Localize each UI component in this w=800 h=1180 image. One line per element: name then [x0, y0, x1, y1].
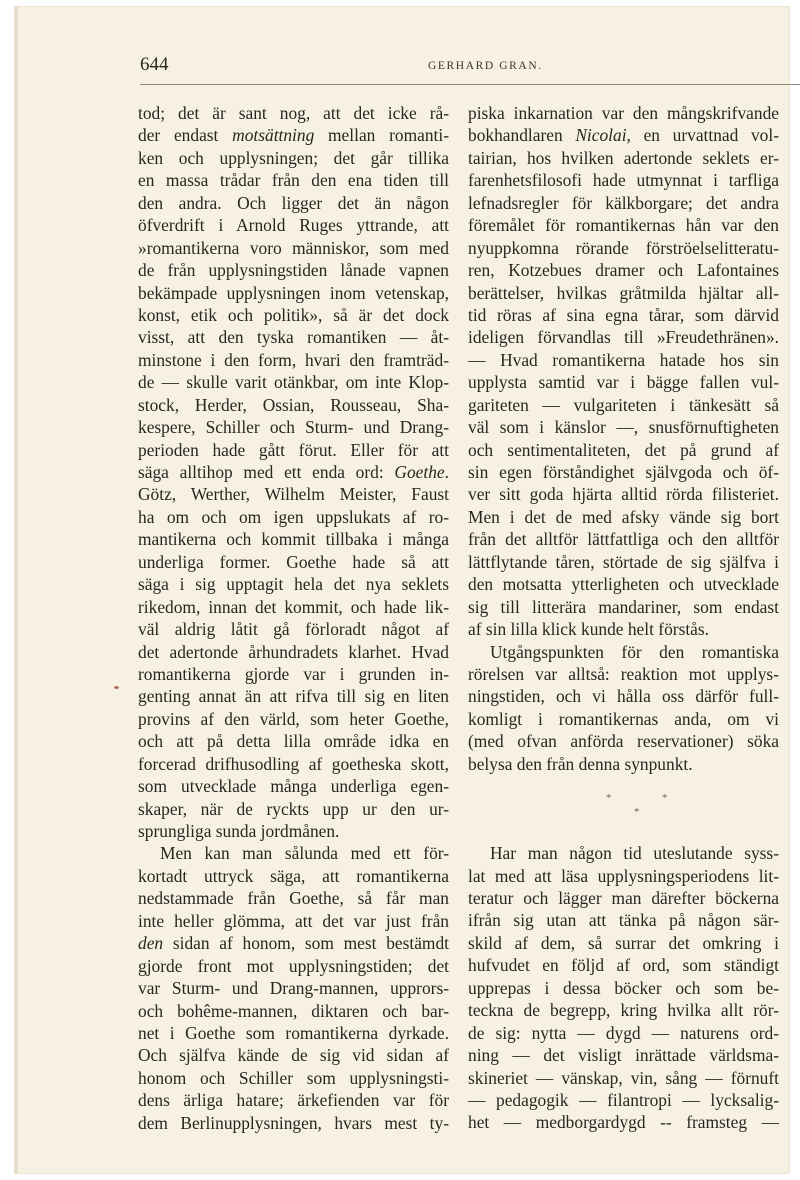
text-run: konst, etik och politik», så är det dock [138, 304, 449, 325]
text-run: det adertonde århundradets klarhet. Hvad [138, 641, 449, 662]
text-run: belysa den från denna synpunkt. [468, 753, 693, 774]
text-line [138, 618, 449, 640]
left-text-column [138, 102, 449, 1134]
text-line [468, 304, 779, 326]
text-run: och bohême-mannen, diktaren och bar- [138, 1000, 449, 1021]
text-line [468, 753, 779, 775]
text-run: farenhetsfilosofi hade utmynnat i tarfliga [468, 170, 779, 191]
text-line [138, 169, 449, 191]
text-line [468, 147, 779, 169]
text-run: berättelser, hvilkas gråtmilda hjältar all- [468, 282, 779, 303]
text-line [138, 349, 449, 371]
text-run: ken och upplysningen; det går tillika [138, 147, 449, 168]
text-line [468, 663, 779, 685]
text-run: från det alltför lättfattliga och den alltför [468, 529, 779, 550]
text-line [468, 685, 779, 707]
right-text-column [468, 102, 779, 1134]
text-run: minstone i den form, hvari den framträd- [138, 349, 449, 370]
text-run: upprepas i dessa böcker och som be- [468, 977, 779, 998]
text-run: Utgångspunkten för den romantiska [490, 641, 779, 662]
text-line [468, 596, 779, 618]
text-line [468, 259, 779, 281]
text-line [138, 708, 449, 730]
text-run: sidan af honom, som mest bestämdt [163, 933, 449, 954]
ink-speck [114, 686, 119, 689]
text-run: tid röras af sina egna tårar, som därvid [468, 304, 779, 325]
text-run: nyuppkomna rörande förströelselitteratu- [468, 237, 779, 258]
text-line [468, 1067, 779, 1089]
text-line [138, 641, 449, 663]
header-rule [140, 84, 800, 85]
text-line [468, 842, 779, 864]
text-run: rikedom, innan det kommit, och hade lik- [138, 596, 449, 617]
text-line [468, 730, 779, 752]
text-line [468, 371, 779, 393]
text-run: lättflytande tåren, störtade de sig själfva i [468, 551, 779, 572]
text-line [468, 461, 779, 483]
text-run: provins af den värld, som heter Goethe, [138, 708, 449, 729]
running-head [140, 54, 800, 88]
text-line [138, 910, 449, 932]
text-run: skineriet — vänskap, vin, sång — förnuft [468, 1067, 779, 1088]
text-line [468, 641, 779, 663]
text-line [138, 1044, 449, 1066]
text-run: en massa trådar från den ena tiden till [138, 170, 449, 191]
text-run: och sentimentaliteten, det på grund af [468, 439, 779, 460]
text-run: »romantikerna voro människor, som med [138, 237, 449, 258]
text-line [468, 551, 779, 573]
text-run: ningstiden, och vi hålla oss därför full- [468, 686, 779, 707]
running-head-title: GERHARD GRAN. [428, 60, 543, 72]
text-run: kortadt uttryck säga, att romantikerna [138, 865, 449, 886]
text-line [468, 1022, 779, 1044]
text-run: var Sturm- und Drang-mannen, upprors- [138, 978, 449, 999]
text-run: och att på detta lilla område idka en [138, 731, 449, 752]
text-run: ifrån sig utan att tänka på någon sär- [468, 910, 779, 931]
text-run: skaper, när de ryckts upp ur den ur- [138, 798, 449, 819]
text-run: den motsatta ytterligheten och utvecklade [468, 574, 779, 595]
text-line [138, 1000, 449, 1022]
text-line [138, 865, 449, 887]
text-line [468, 573, 779, 595]
text-line [138, 798, 449, 820]
text-line [138, 753, 449, 775]
text-run: de sig: nytta — dygd — naturens ord- [468, 1022, 779, 1043]
text-line [138, 685, 449, 707]
text-run: teckna de begrepp, kring hvilka allt rör- [468, 1000, 779, 1021]
text-line [468, 909, 779, 931]
text-line [468, 192, 779, 214]
text-line [138, 1112, 449, 1134]
text-line [468, 439, 779, 461]
text-line [138, 573, 449, 595]
text-line [138, 214, 449, 236]
text-run: sig till litterära mandariner, som endast [468, 596, 779, 617]
text-run: Men kan man sålunda med ett för- [160, 843, 449, 864]
text-line [468, 237, 779, 259]
text-run: underliga former. Goethe hade så att [138, 551, 449, 572]
text-line [468, 1044, 779, 1066]
italic-text: Nicolai [575, 125, 627, 146]
text-line [468, 932, 779, 954]
text-run: romantikerna gjorde var i grunden in- [138, 663, 449, 684]
text-run: upplysta samtid var i bägge fallen vul- [468, 372, 779, 393]
text-run: de — skulle varit otänkbar, om inte Klop- [138, 372, 449, 393]
text-run: teratur och lägger man därefter böckerna [468, 888, 779, 908]
text-line [138, 102, 449, 124]
text-run: den andra. Och ligger det än någon [138, 192, 449, 213]
text-run: väl som i känslor —, snusförnuftigheten [468, 417, 779, 438]
text-line [468, 483, 779, 505]
text-run: nedstammade från Goethe, så får man [138, 888, 449, 909]
text-run: lat med att läsa upplysningsperiodens lit- [468, 865, 779, 886]
text-run: honom och Schiller som upplysningsti- [138, 1067, 449, 1088]
text-line [138, 551, 449, 573]
text-line [468, 999, 779, 1021]
text-run: visst, att den tyska romantiken — åt- [138, 327, 449, 348]
text-run: kespere, Schiller och Sturm- und Drang- [138, 417, 449, 438]
asterisk: * [606, 792, 612, 805]
italic-text: den [138, 933, 164, 954]
text-line [138, 439, 449, 461]
text-line [468, 887, 779, 909]
text-run: dens ärliga hatare; ärkefienden var för [138, 1090, 449, 1111]
text-line [138, 887, 449, 909]
asterisk: * [662, 792, 668, 805]
text-run: Götz, Werther, Wilhelm Meister, Faust [138, 484, 449, 505]
text-line [138, 730, 449, 752]
text-run: forcerad drifhusodling af goetheska skott, [138, 753, 449, 774]
text-run: inte heller glömma, att det var just från [138, 910, 449, 931]
text-run: komligt i romantikernas anda, om vi [468, 708, 779, 729]
text-line [138, 282, 449, 304]
text-run: lefnadsregler för kälkborgare; det andra [468, 192, 779, 213]
text-line [138, 237, 449, 259]
text-line [468, 977, 779, 999]
text-line [138, 371, 449, 393]
text-line [138, 932, 449, 954]
text-line [468, 708, 779, 730]
text-line [138, 1067, 449, 1089]
text-run: rörelsen var alltså: reaktion mot upplys- [468, 663, 779, 684]
text-run: — Hvad romantikerna hatade hos sin [468, 349, 779, 370]
text-run: (med ofvan anförda reservationer) söka [468, 731, 779, 752]
book-page [14, 6, 790, 1174]
text-run: Har man någon tid uteslutande syss- [490, 843, 779, 864]
text-run: — pedagogik — filantropi — lycksalig- [468, 1089, 779, 1110]
text-line [138, 1022, 449, 1044]
text-run: piska inkarnation var den mångskrifvande [468, 103, 779, 123]
text-line [138, 506, 449, 528]
text-run: sin egen förståndighet självgoda och öf- [468, 462, 779, 482]
text-run: tod; det är sant nog, att det icke rå- [138, 103, 449, 123]
text-run: dem Berlinupplysningen, hvars mest ty- [138, 1112, 449, 1133]
text-line [138, 416, 449, 438]
text-line [468, 506, 779, 528]
text-run: väl aldrig låtit gå förloradt något af [138, 619, 449, 640]
text-run: ideligen förvandlas till »Freudethränen». [468, 327, 779, 348]
text-line [138, 461, 449, 483]
text-run: bokhandlaren [468, 125, 576, 146]
text-run: de från upplysningstiden lånade vapnen [138, 260, 449, 281]
right-column-lower-text [468, 842, 779, 1134]
text-run: ning — det visligt inrättade världsma- [468, 1045, 779, 1066]
section-break-asterisks [468, 775, 779, 842]
text-line [468, 214, 779, 236]
text-line [138, 124, 449, 146]
text-line [138, 596, 449, 618]
text-run: stock, Herder, Ossian, Rousseau, Sha- [138, 394, 449, 415]
italic-text: motsättning [232, 125, 315, 146]
text-run: hufvudet en följd af ord, som ständigt [468, 955, 779, 976]
text-run: gariteten — vulgariteten i tänkesätt så [468, 394, 779, 415]
text-run: . [444, 462, 449, 482]
text-line [468, 326, 779, 348]
text-line [138, 483, 449, 505]
text-line [138, 663, 449, 685]
text-line [138, 259, 449, 281]
text-line [468, 954, 779, 976]
text-run: mellan romanti- [314, 125, 449, 146]
text-line [468, 102, 779, 124]
text-line [468, 349, 779, 371]
text-line [468, 618, 779, 640]
text-run: mantikerna och kommit tillbaka i många [138, 529, 449, 550]
text-line [138, 1089, 449, 1111]
text-run: föremålet för romantikernas hån var den [468, 215, 779, 236]
text-run: säga alltihop med ett enda ord: [138, 462, 395, 482]
text-run: der endast [138, 125, 233, 146]
text-line [138, 192, 449, 214]
text-line [138, 842, 449, 864]
text-run: perioden hade gått förut. Eller för att [138, 439, 449, 460]
text-run: bekämpade upplysningen inom vetenskap, [138, 282, 449, 303]
text-run: ren, Kotzebues dramer och Lafontaines [468, 260, 779, 281]
text-line [468, 169, 779, 191]
text-run: gjorde front mot upplysningstiden; det [138, 955, 449, 976]
text-line [468, 1089, 779, 1111]
text-line [468, 394, 779, 416]
text-line [468, 865, 779, 887]
text-line [468, 1111, 779, 1133]
page-number: 644 [140, 54, 169, 75]
text-run: ha om och om igen uppslukats af ro- [138, 506, 449, 527]
italic-text: Goethe [394, 462, 445, 482]
text-line [468, 282, 779, 304]
text-run: ver sitt goda hjärta alltid rörda filisteriet. [468, 484, 779, 505]
text-run: af sin lilla klick kunde helt förstås. [468, 619, 709, 640]
text-run: säga i sig upptagit hela det nya seklets [138, 574, 449, 595]
text-line [138, 304, 449, 326]
text-line [138, 977, 449, 999]
text-run: öfverdrift i Arnold Ruges yttrande, att [138, 215, 449, 236]
text-run: tairian, hos hvilken adertonde seklets er- [468, 147, 779, 168]
right-column-upper-text [468, 102, 779, 775]
text-line [468, 528, 779, 550]
text-run: het — medborgardygd -- framsteg — [468, 1112, 779, 1133]
page-edge [14, 6, 18, 1174]
text-run: net i Goethe som romantikerna dyrkade. [138, 1022, 449, 1043]
text-line [138, 955, 449, 977]
text-line [138, 820, 449, 842]
text-run: genting annat än att rifva till sig en liten [138, 686, 449, 707]
text-run: som utvecklade många underliga egen- [138, 776, 449, 797]
text-line [138, 147, 449, 169]
text-run: sprungliga sunda jordmånen. [138, 821, 340, 841]
text-run: skild af dem, så surrar det omkring i [468, 932, 779, 953]
text-run: Och själfva kände de sig vid sidan af [138, 1045, 449, 1066]
text-line [138, 394, 449, 416]
text-run: Men i det de med afsky vände sig bort [468, 506, 779, 527]
asterisk: * [634, 806, 640, 819]
text-line [138, 326, 449, 348]
text-line [138, 775, 449, 797]
text-line [468, 416, 779, 438]
text-run: , en urvattnad vol- [626, 125, 779, 146]
text-line [468, 124, 779, 146]
text-line [138, 528, 449, 550]
